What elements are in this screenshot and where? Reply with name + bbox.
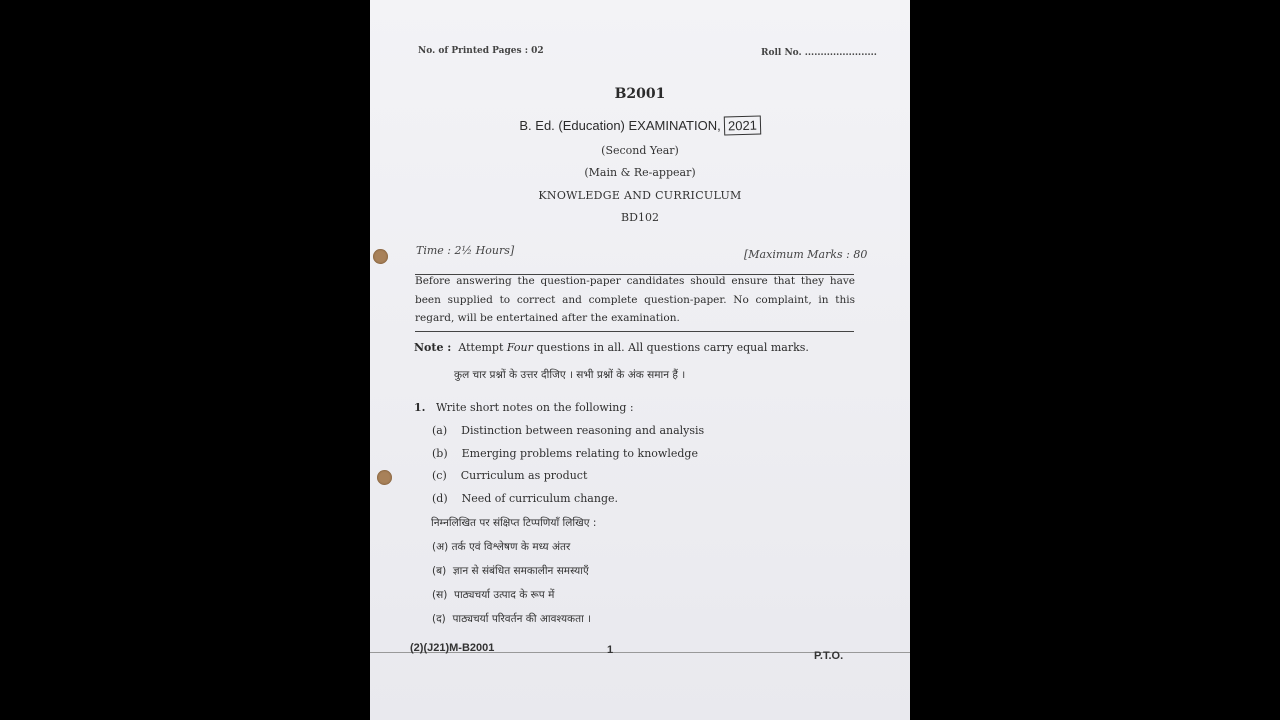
part-label: (द) [432,613,446,625]
part-text: Curriculum as product [460,469,588,482]
part-text: Need of curriculum change. [461,492,618,505]
note-text-before: Attempt [458,341,504,354]
part-label: (c) [432,469,447,482]
time-allowed: Time : 2½ Hours] [416,244,515,257]
part-label: (d) [432,492,448,505]
roll-no: Roll No. ....................... [761,48,877,58]
maximum-marks: [Maximum Marks : 80 [744,248,868,261]
hindi-part-a [432,540,570,554]
note-hindi: कुल चार प्रश्नों के उत्तर दीजिए । सभी प्रश्नों के अंक समान हैं । [454,369,686,381]
part-label: (b) [432,447,448,460]
note-label: Note : [414,341,452,354]
question-part-d [432,492,618,505]
part-label: (अ) [432,541,449,553]
question-number: 1. [414,401,426,414]
part-text: पाठ्यचर्या परिवर्तन की आवश्यकता । [452,613,592,625]
question-1 [414,401,634,414]
paper-code: B2001 [614,86,666,102]
pto-label: P.T.O. [814,650,844,662]
question-part-a [432,424,704,437]
exam-type: (Main & Re-appear) [584,166,696,179]
exam-year: 2021 [723,116,760,136]
punch-hole [377,470,392,485]
note-emphasis: Four [506,341,533,354]
printed-pages: No. of Printed Pages : 02 [418,46,544,56]
part-text: पाठ्यचर्या उत्पाद के रूप में [453,589,555,601]
question-prompt: Write short notes on the following : [435,401,634,414]
hindi-prompt: निम्नलिखित पर संक्षिप्त टिप्पणियाँ लिखिए : [431,517,597,529]
question-part-b [432,447,698,460]
exam-name: B. Ed. (Education) EXAMINATION, [519,118,721,133]
part-text: तर्क एवं विश्लेषण के मध्य अंतर [451,541,571,553]
part-label: (स) [432,589,448,601]
part-label: (ब) [432,565,447,577]
hindi-part-b [432,564,589,578]
subject-code: BD102 [621,211,659,224]
part-text: Emerging problems relating to knowledge [461,447,698,460]
footer-code: (2)(J21)M-B2001 [410,642,495,654]
part-label: (a) [432,424,448,437]
hindi-part-c [432,588,554,602]
divider-bottom [415,331,854,332]
subject-title: KNOWLEDGE AND CURRICULUM [538,189,742,202]
part-text: Distinction between reasoning and analysis [461,424,705,437]
question-part-c [432,469,587,482]
exam-paper [370,0,910,720]
exam-title [370,116,910,135]
note-text-after: questions in all. All questions carry equal marks. [536,341,809,354]
part-text: ज्ञान से संबंधित समकालीन समस्याएँ [452,565,589,577]
note [414,341,809,354]
page-number: 1 [607,644,614,656]
hindi-part-d [432,612,591,626]
punch-hole [373,249,388,264]
instructions: Before answering the question-paper candidates should ensure that they have been supplied to correct and complete question-paper. No complaint, in this regard, will be entertained after the examination. [415,275,855,324]
year-group: (Second Year) [601,144,679,157]
